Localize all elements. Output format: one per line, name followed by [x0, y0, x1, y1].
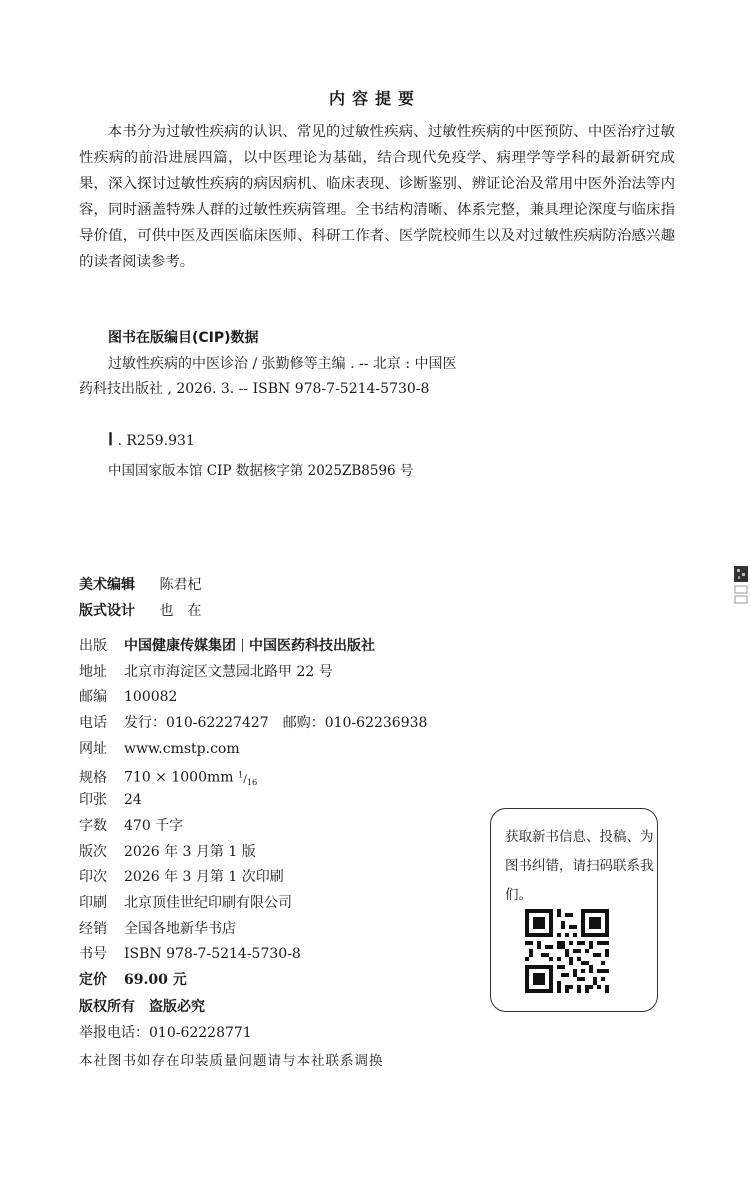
qr-contact-box [490, 808, 658, 1012]
info-edition: 版次 2026 年 3 月第 1 版 [79, 843, 256, 860]
credit-art-editor [79, 574, 201, 594]
info-publisher: 出版 中国健康传媒集团 中国医药科技出版社 [79, 638, 375, 654]
info-sheets: 印张 24 [79, 792, 142, 809]
credit-label: 版式设计 [79, 603, 135, 619]
info-format: 规格 710 × 1000mm $^1/_{16}$ [79, 769, 258, 787]
info-website: 网址 www.cmstp.com [79, 740, 240, 757]
copyright-notice: 版权所有 盗版必究 [79, 999, 205, 1015]
side-marker-icon [734, 566, 748, 606]
publication-info [79, 634, 427, 994]
qr-code-icon[interactable] [525, 909, 609, 993]
report-phone: 举报电话：010-62228771 [79, 1025, 252, 1041]
quality-notice: 本社图书如存在印装质量问题请与本社联系调换 [79, 1053, 384, 1069]
cip-classification [108, 430, 195, 450]
info-address: 地址 北京市海淀区文慧园北路甲 22 号 [79, 663, 333, 680]
info-distributor: 经销 全国各地新华书店 [79, 920, 236, 937]
credit-value: 也 在 [159, 603, 202, 619]
info-phone: 电话 发行：010-62227427 邮购：010-62236938 [79, 715, 428, 732]
credit-layout-design [79, 600, 201, 620]
summary-title: 内容提要 [328, 89, 421, 108]
format-fraction: $^1/_{16}$ [238, 769, 258, 787]
publisher-group: 中国健康传媒集团 [124, 638, 236, 654]
info-postcode: 邮编 100082 [79, 689, 178, 706]
summary-paragraph: 本书分为过敏性疾病的认识、常见的过敏性疾病、过敏性疾病的中医预防、中医治疗过敏性疾病的前沿进展四篇，以中医理论为基础，结合现代免疫学、病理学等学科的最新研究成果，深入探讨过敏性疾病的病因病机、临床表现、诊断鉴别、辨证论治及常用中医外治法等内容，同时涵盖特殊人群的过敏性疾病管理。全书结构清晰、体系完整，兼具理论深度与临床指导价值，可供中医及西医临床医师、科研工作者、医学院校师生以及对过敏性疾病防治感兴趣的读者阅读参考。 [79, 124, 675, 270]
cip-number: 中国国家版本馆 CIP 数据核字第 2025ZB8596 号 [108, 463, 414, 479]
info-isbn: 书号 ISBN 978-7-5214-5730-8 [79, 946, 301, 963]
info-word-count: 字数 470 千字 [79, 817, 184, 834]
cip-class-roman: Ⅰ [108, 430, 114, 449]
qr-caption: 获取新书信息、投稿、为图书纠错，请扫码联系我们。 [505, 829, 654, 903]
credit-label: 美术编辑 [79, 577, 135, 593]
info-price: 定价 69.00 元 [79, 971, 187, 988]
publisher-name: 中国医药科技出版社 [249, 638, 375, 654]
cip-entry: 过敏性疾病的中医诊治 / 张勤修等主编 . -- 北京 : 中国医药科技出版社 , 2026. 3. -- ISBN 978-7-5214-5730-8 [79, 356, 457, 397]
separator [242, 639, 243, 652]
info-printer: 印刷 北京顶佳世纪印刷有限公司 [79, 894, 292, 911]
cip-class-code: . R259.931 [117, 433, 195, 449]
info-printing: 印次 2026 年 3 月第 1 次印刷 [79, 869, 284, 886]
cip-heading: 图书在版编目(CIP)数据 [108, 330, 259, 346]
credit-value: 陈君杞 [159, 577, 202, 593]
